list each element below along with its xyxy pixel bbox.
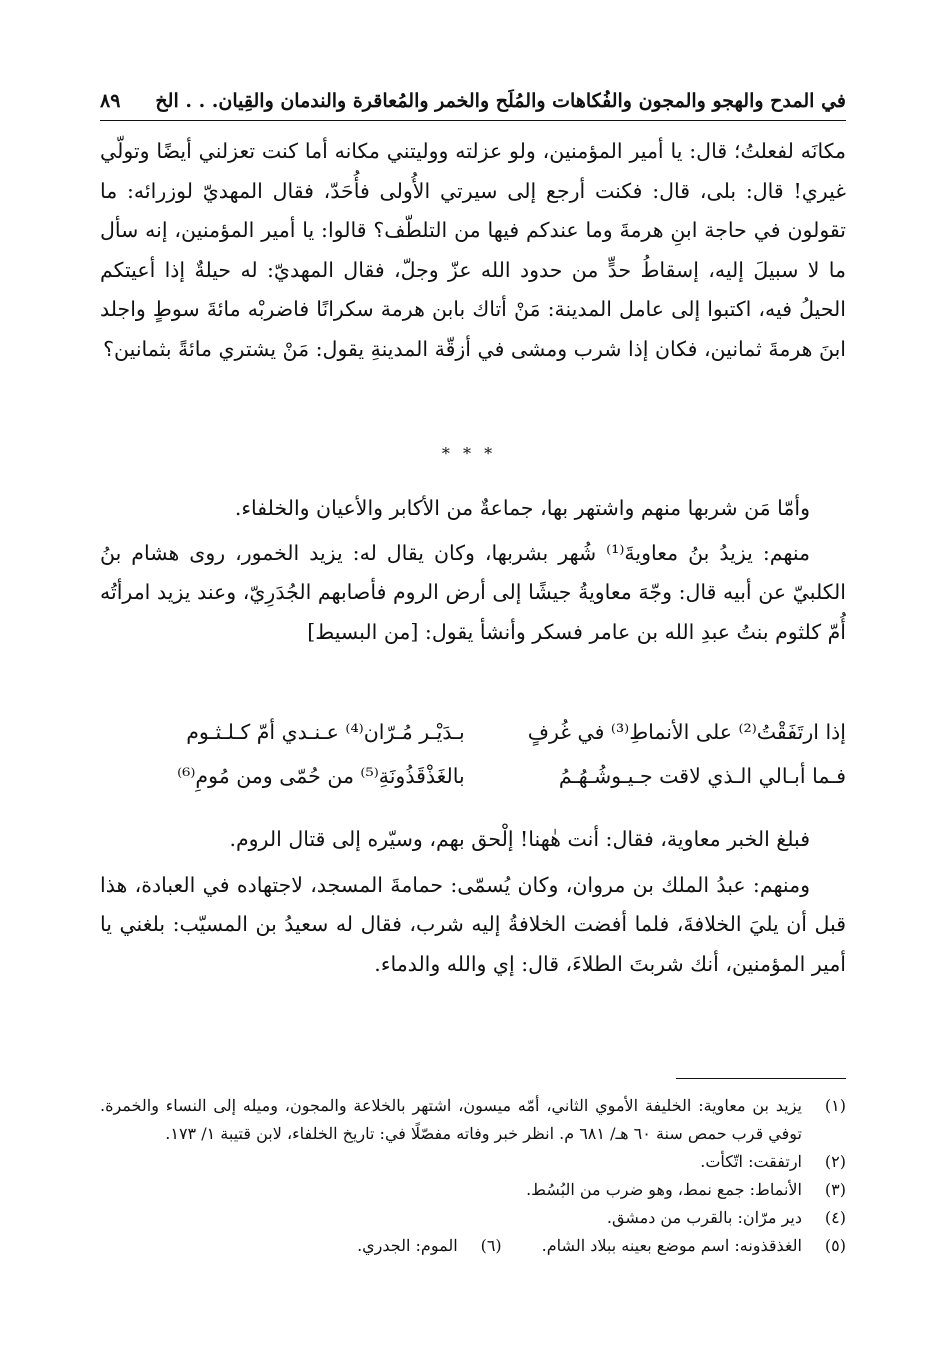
footnote-text: الأنماط: جمع نمط، وهو ضرب من البُسُط. (526, 1180, 802, 1199)
footnote-number: (٢) (824, 1152, 846, 1171)
footnote (100, 1148, 846, 1176)
footnote-row (100, 1232, 846, 1260)
verse-first-hemistich: فـما أبـالي الـذي لاقت جـيـوشُـهُـمُ (558, 764, 846, 788)
header-rule (100, 120, 846, 121)
footnote-text: يزيد بن معاوية: الخليفة الأموي الثاني، أمّه ميسون، اشتهر بالخلاعة والمجون، وميله إلى النساء والخمرة. توفي قرب حمص سنة ٦٠ هـ/ ٦٨١ م. انظر خبر وفاته مفصّلًا في: تاريخ الخلفاء، لابن قتيبة ١/ ١٧٣. (100, 1096, 802, 1143)
footnote-number: (٣) (824, 1180, 846, 1199)
footnote-text: ارتفقت: اتّكأت. (700, 1152, 802, 1171)
verse-second-hemistich: بالغَذْقَذُونَةِ⁽⁵⁾ من حُمّى ومن مُومِ⁽⁶⁾ (177, 764, 465, 788)
footnote (100, 1204, 846, 1232)
paragraph: وأمّا مَن شربها منهم واشتهر بها، جماعةٌ من الأكابر والأعيان والخلفاء. (234, 496, 810, 520)
footnote-number: (٥) (824, 1236, 846, 1255)
poem (140, 710, 846, 798)
paragraph: ومنهم: عبدُ الملك بن مروان، وكان يُسمّى: حمامةَ المسجد، لاجتهاده في العبادة، هذا قبل أن يليَ الخلافةَ، فلما أفضت الخلافةُ إليه شرب، فقال له سعيدُ بن المسيّب: بلغني يا أمير المؤمنين، أنك شربتَ الطلاءَ، قال: إي والله والدماء. (100, 872, 846, 976)
bottom-paragraph-block (100, 820, 846, 990)
footnote-text: الغذقذونه: اسم موضع بعينه ببلاد الشام. (541, 1236, 802, 1255)
verse (140, 710, 846, 754)
footnote (542, 1232, 846, 1260)
paragraph: مكانَه لفعلتُ؛ قال: يا أمير المؤمنين، ولو عزلته ووليتني مكانه أما كنت تعزلني أيضًا وتولّي غيري! قال: بلى، قال: فكنت أرجع إلى سيرتي الأُولى فأُحَدّ، فقال المهديّ لوزرائه: ما تقولون في حاجة ابنِ هرمةَ وما عندكم فيها من التلطّف؟ قالوا: يا أمير المؤمنين، إنه سأل ما لا سبيلَ إليه، إسقاطُ حدٍّ من حدود الله عزّ وجلّ، فقال المهديّ: له حيلةٌ إذا أعيتكم الحيلُ فيه، اكتبوا إلى عامل المدينة: مَنْ أتاك بابن هرمة سكرانًا فاضربْه مائةَ سوطٍ واجلد ابنَ هرمةَ ثمانين، فكان إذا شرب ومشى في أزقّة المدينةِ يقول: مَنْ يشتري مائةً بثمانين؟ (100, 139, 846, 361)
footnotes (100, 1092, 846, 1260)
footnote (357, 1232, 502, 1260)
running-title: في المدح والهجو والمجون والفُكاهات والمُلَح والخمر والمُعاقرة والندمان والقِيان. . . الخ (155, 90, 846, 112)
footnote (100, 1176, 846, 1204)
verse-second-hemistich: بـدَيْـر مُـرّان⁽⁴⁾ عـنـدي أمّ كـلـثـوم (186, 720, 465, 744)
page-number: ٨٩ (100, 90, 121, 112)
footnote (100, 1092, 846, 1148)
verse-first-hemistich: إذا ارتَفَقْتُ⁽²⁾ على الأنماطِ⁽³⁾ في غُرفٍ (527, 720, 846, 744)
footnote-number: (٦) (480, 1236, 502, 1255)
paragraph: فبلغ الخبر معاوية، فقال: أنت هٰهنا! إلْحق بهم، وسيّره إلى قتال الروم. (229, 827, 810, 851)
verse (140, 754, 846, 798)
footnote-text: دير مرّان: بالقرب من دمشق. (606, 1208, 802, 1227)
footnote-rule (676, 1078, 846, 1079)
footnote-text: الموم: الجدري. (357, 1236, 458, 1255)
top-paragraph-block (100, 132, 846, 369)
footnote-number: (١) (824, 1096, 846, 1115)
running-header (100, 72, 846, 112)
section-separator: * * * (441, 444, 497, 463)
paragraph: منهم: يزيدُ بنُ معاويةَ⁽¹⁾ شُهر بشربها، وكان يقال له: يزيد الخمور، روى هشام بنُ الكلبيّ عن أبيه قال: وجّهَ معاويةُ جيشًا إلى أرض الروم فأصابهم الجُدَرِيّ، وعند يزيد امرأتُه أُمّ كلثوم بنتُ عبدِ الله بن عامر فسكر وأنشأ يقول: [من البسيط] (100, 540, 846, 644)
footnote-number: (٤) (824, 1208, 846, 1227)
middle-paragraph-block (100, 489, 846, 657)
